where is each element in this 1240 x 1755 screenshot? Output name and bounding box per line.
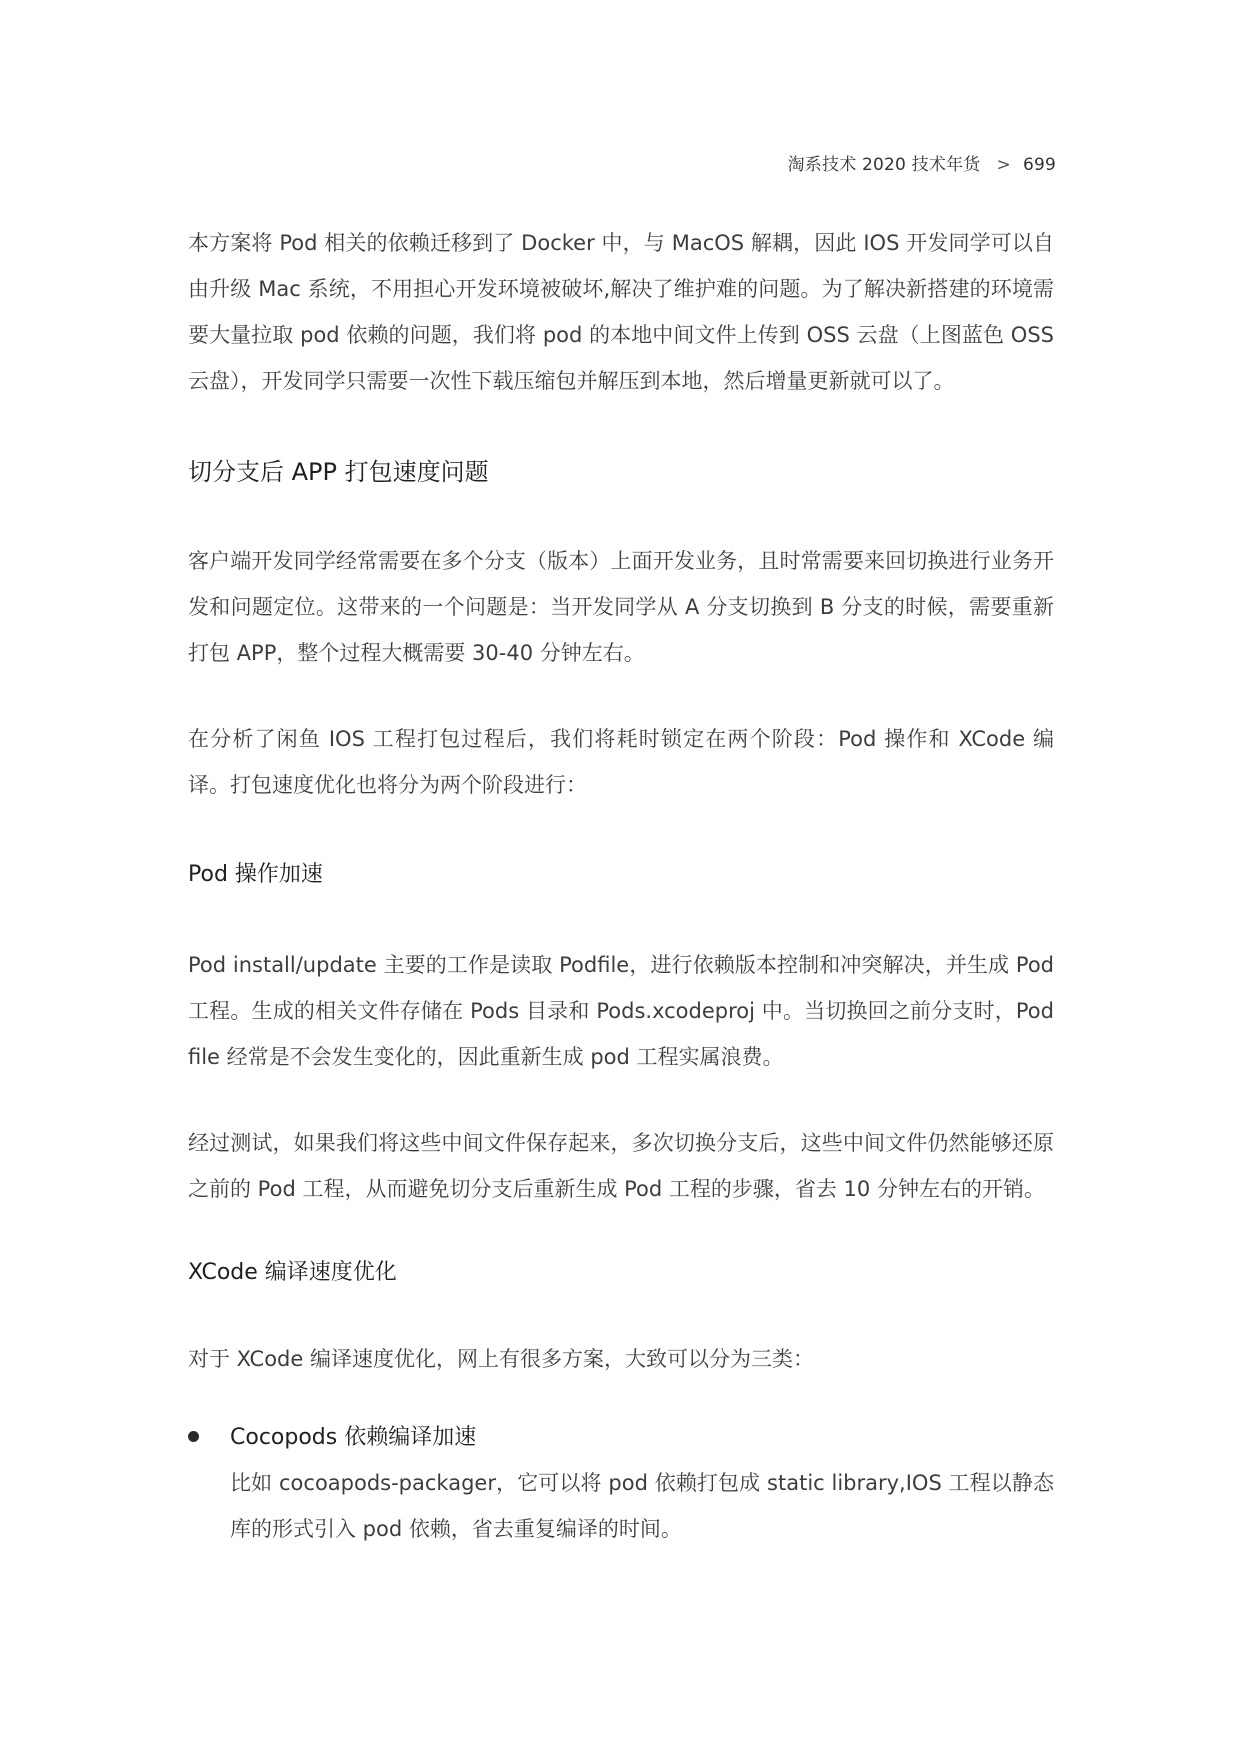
bullet-title: Cocopods 依赖编译加速: [230, 1425, 477, 1450]
bullet-dot-icon: [188, 1431, 199, 1442]
pod-speedup-title: Pod 操作加速: [188, 862, 323, 887]
section-title: 切分支后 APP 打包速度问题: [188, 458, 489, 486]
xcode-speedup-title: XCode 编译速度优化: [188, 1260, 397, 1285]
header-separator: >: [996, 155, 1011, 175]
analysis-paragraph: 在分析了闲鱼 IOS 工程打包过程后，我们将耗时锁定在两个阶段：Pod 操作和 XCode 编译。打包速度优化也将分为两个阶段进行：: [188, 727, 1054, 797]
page-number: 699: [1022, 155, 1056, 175]
bullet-description: 比如 cocoapods-packager，它可以将 pod 依赖打包成 static library,IOS 工程以静态库的形式引入 pod 依赖，省去重复编译的时间。: [230, 1471, 1054, 1541]
xcode-intro-paragraph: 对于 XCode 编译速度优化，网上有很多方案，大致可以分为三类：: [188, 1347, 814, 1371]
bullet-item-cocoapods: [188, 1416, 1054, 1552]
intro-paragraph: 本方案将 Pod 相关的依赖迁移到了 Docker 中，与 MacOS 解耦，因此 IOS 开发同学可以自由升级 Mac 系统，不用担心开发环境被破坏,解决了维护难的问题。为了解决新搭建的环境需要大量拉取 pod 依赖的问题，我们将 pod 的本地中间文件上传到 OSS 云盘（上图蓝色 OSS 云盘），开发同学只需要一次性下载压缩包并解压到本地，然后增量更新就可以了。: [188, 231, 1054, 393]
header-title: 淘系技术 2020 技术年货: [787, 155, 981, 175]
pod-install-paragraph: Pod install/update 主要的工作是读取 Podfile，进行依赖版本控制和冲突解决，并生成 Pod 工程。生成的相关文件存储在 Pods 目录和 Pods.xcodeproj 中。当切换回之前分支时，Podfile 经常是不会发生变化的，因此重新生成 pod 工程实属浪费。: [188, 953, 1054, 1069]
page-content: [188, 220, 1054, 1552]
client-branch-paragraph: 客户端开发同学经常需要在多个分支（版本）上面开发业务，且时常需要来回切换进行业务开发和问题定位。这带来的一个问题是：当开发同学从 A 分支切换到 B 分支的时候，需要重新打包 APP，整个过程大概需要 30-40 分钟左右。: [188, 549, 1054, 665]
test-result-paragraph: 经过测试，如果我们将这些中间文件保存起来，多次切换分支后，这些中间文件仍然能够还原之前的 Pod 工程，从而避免切分支后重新生成 Pod 工程的步骤，省去 10 分钟左右的开销。: [188, 1131, 1054, 1201]
running-header: [788, 150, 1056, 175]
